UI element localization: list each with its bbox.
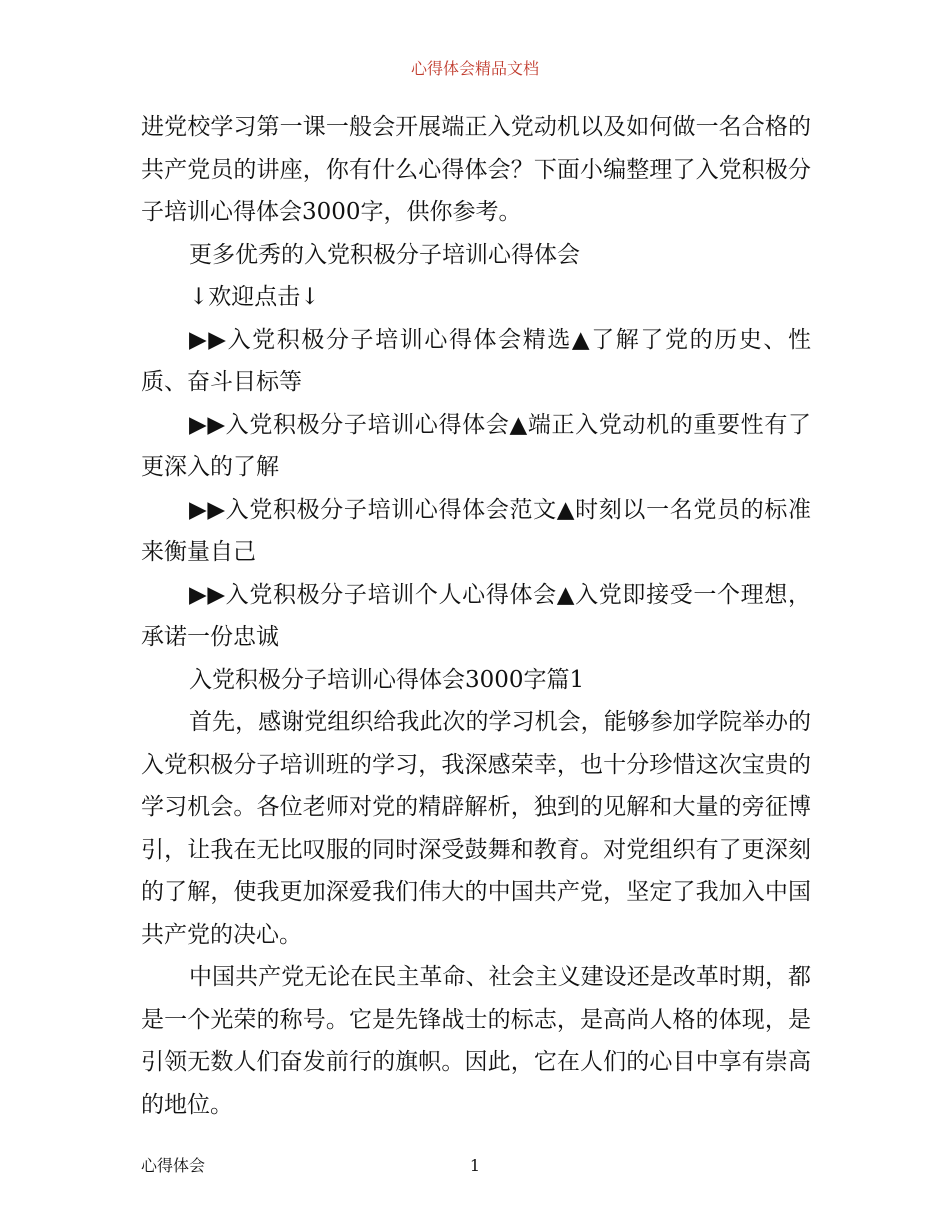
link-item-3[interactable]: ▶▶入党积极分子培训心得体会范文▲时刻以一名党员的标准来衡量自己 — [141, 496, 811, 565]
link-item-1[interactable]: ▶▶入党积极分子培训心得体会精选▲了解了党的历史、性质、奋斗目标等 — [141, 326, 811, 395]
section-title: 入党积极分子培训心得体会3000字篇1 — [189, 666, 585, 693]
document-body — [141, 106, 811, 1126]
link-item-4[interactable]: ▶▶入党积极分子培训个人心得体会▲入党即接受一个理想，承诺一份忠诚 — [141, 581, 811, 650]
paragraph-more-heading: 更多优秀的入党积极分子培训心得体会 — [189, 241, 580, 268]
page-header: 心得体会精品文档 — [410, 59, 539, 78]
footer-label: 心得体会 — [141, 1156, 206, 1175]
paragraph-click-prompt: ↓欢迎点击↓ — [189, 284, 320, 310]
page-number: 1 — [469, 1156, 481, 1175]
paragraph-body-2: 中国共产党无论在民主革命、社会主义建设还是改革时期，都是一个光荣的称号。它是先锋战士的标志，是高尚人格的体现，是引领无数人们奋发前行的旗帜。因此，它在人们的心目中享有崇高的地位。 — [141, 964, 811, 1118]
paragraph-intro: 进党校学习第一课一般会开展端正入党动机以及如何做一名合格的共产党员的讲座，你有什么心得体会？下面小编整理了入党积极分子培训心得体会3000字，供你参考。 — [141, 114, 811, 225]
link-item-2[interactable]: ▶▶入党积极分子培训心得体会▲端正入党动机的重要性有了更深入的了解 — [141, 411, 811, 480]
paragraph-body-1: 首先，感谢党组织给我此次的学习机会，能够参加学院举办的入党积极分子培训班的学习，我深感荣幸，也十分珍惜这次宝贵的学习机会。各位老师对党的精辟解析，独到的见解和大量的旁征博引，让我在无比叹服的同时深受鼓舞和教育。对党组织有了更深刻的了解，使我更加深爱我们伟大的中国共产党，坚定了我加入中国共产党的决心。 — [141, 709, 811, 948]
